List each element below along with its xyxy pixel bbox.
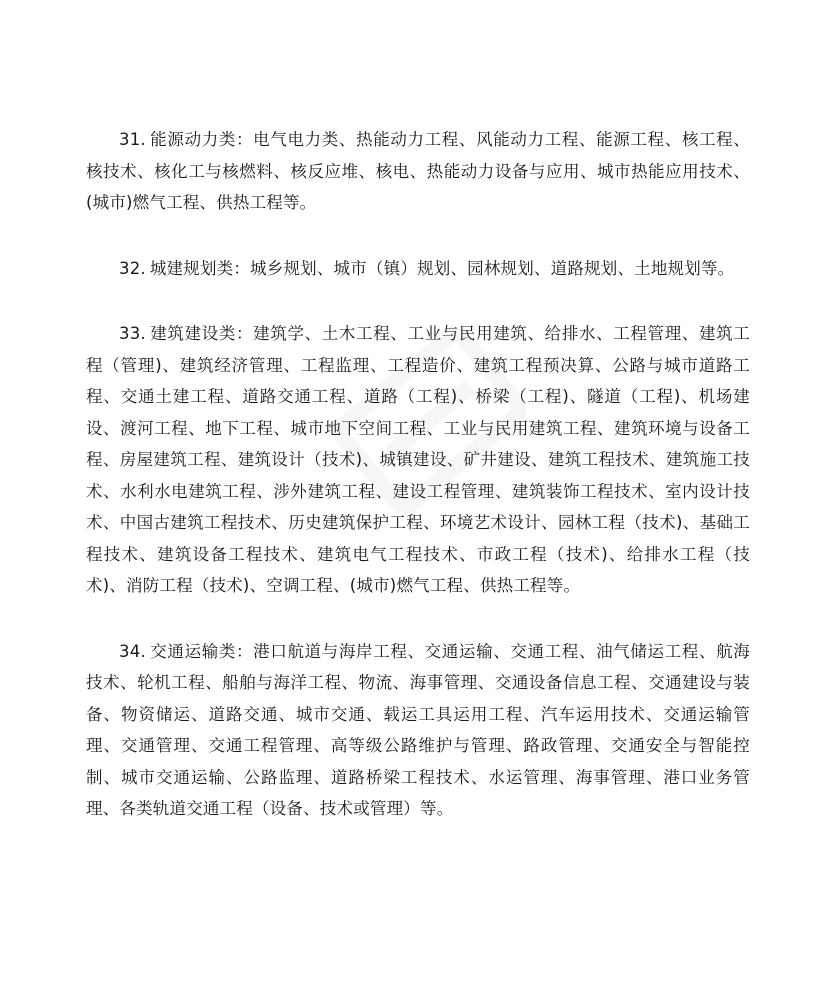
paragraph-number: 32. <box>119 258 146 278</box>
paragraph-33 <box>86 318 750 602</box>
paragraph-text: 港口航道与海岸工程、交通运输、交通工程、油气储运工程、航海技术、轮机工程、船舶与海洋工程、物流、海事管理、交通设备信息工程、交通建设与装备、物资储运、道路交通、城市交通、载运工具运用工程、汽车运用技术、交通运输管理、交通管理、交通工程管理、高等级公路维护与管理、路政管理、交通安全与智能控制、城市交通运输、公路监理、道路桥梁工程技术、水运管理、海事管理、港口业务管理、各类轨道交通工程（设备、技术或管理）等。 <box>86 641 750 818</box>
paragraph-text: 城乡规划、城市（镇）规划、园林规划、道路规划、土地规划等。 <box>250 258 735 278</box>
paragraph-number: 34. <box>119 641 146 661</box>
paragraph-number: 33. <box>119 324 146 343</box>
document-body <box>86 124 750 859</box>
paragraph-category: 能源动力类： <box>149 130 254 149</box>
paragraph-number: 31. <box>119 130 146 149</box>
paragraph-category: 城建规划类： <box>149 258 251 278</box>
paragraph-category: 建筑建设类： <box>149 324 254 343</box>
paragraph-text: 建筑学、土木工程、工业与民用建筑、给排水、工程管理、建筑工程（管理)、建筑经济管理、工程监理、工程造价、建筑工程预决算、公路与城市道路工程、交通土建工程、道路交通工程、道路（工程)、桥梁（工程)、隧道（工程)、机场建设、渡河工程、地下工程、城市地下空间工程、工业与民用建筑工程、建筑环境与设备工程、房屋建筑工程、建筑设计（技术)、城镇建设、矿井建设、建筑工程技术、建筑施工技术、水利水电建筑工程、涉外建筑工程、建设工程管理、建筑装饰工程技术、室内设计技术、中国古建筑工程技术、历史建筑保护工程、环境艺术设计、园林工程（技术)、基础工程技术、建筑设备工程技术、建筑电气工程技术、市政工程（技术)、给排水工程（技术)、消防工程（技术)、空调工程、(城市)燃气工程、供热工程等。 <box>86 324 750 595</box>
paragraph-32 <box>86 253 750 285</box>
paragraph-category: 交通运输类： <box>149 641 254 661</box>
paragraph-34 <box>86 636 750 825</box>
paragraph-31 <box>86 124 750 219</box>
paragraph-text: 电气电力类、热能动力工程、风能动力工程、能源工程、核工程、核技术、核化工与核燃料、核反应堆、核电、热能动力设备与应用、城市热能应用技术、(城市)燃气工程、供热工程等。 <box>86 130 750 212</box>
